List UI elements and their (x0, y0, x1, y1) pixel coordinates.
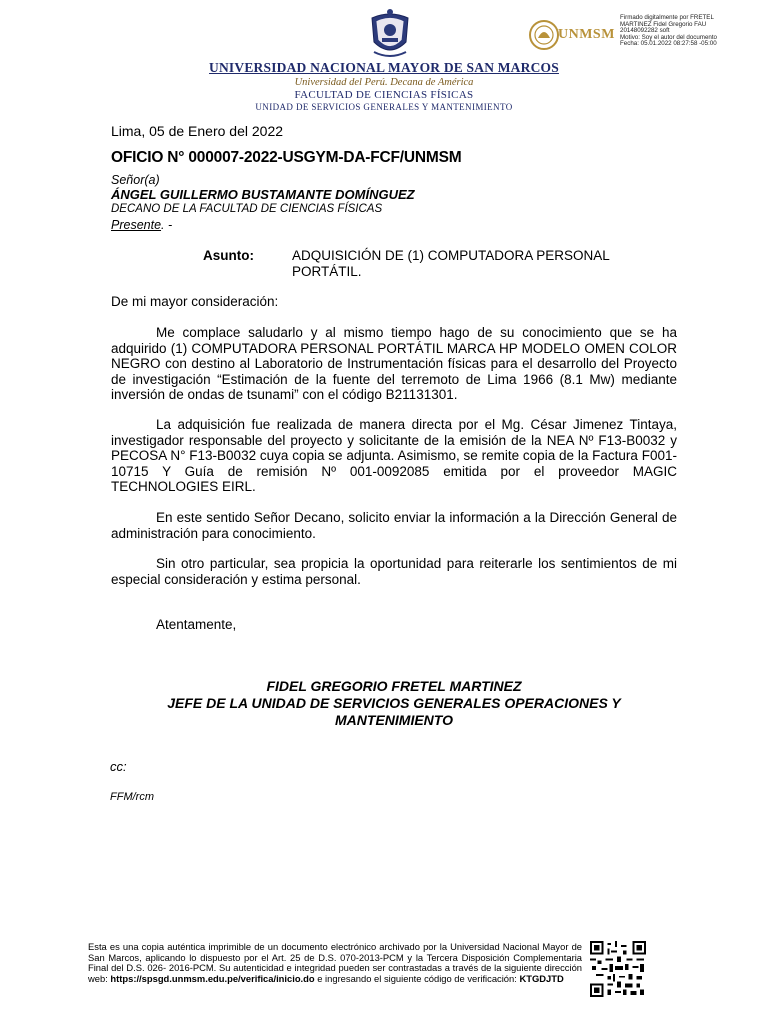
paragraph-text: Sin otro particular, sea propicia la oportunidad para reiterarle los sentimientos de mi especial consideración y estima personal. (111, 556, 677, 587)
cc-label: cc: (110, 759, 127, 774)
signature-brand: UNMSM (558, 27, 615, 42)
letter-date: Lima, 05 de Enero del 2022 (111, 123, 284, 139)
signature-line: Fecha: 05.01.2022 08:27:58 -05:00 (620, 40, 717, 48)
subject-label: Asunto: (203, 248, 254, 263)
faculty-name: FACULTAD DE CIENCIAS FÍSICAS (294, 89, 474, 101)
reference-initials: FFM/rcm (110, 791, 154, 803)
body-paragraph (111, 325, 677, 403)
digital-signature-info (620, 15, 765, 48)
paragraph-text: Me complace saludarlo y al mismo tiempo hago de su conocimiento que se ha adquirido (1) COMPUTADORA PERSONAL PORTÁTIL MARCA HP MODELO OMEN COLOR NEGRO con destino al Laboratorio de Instrumentación físicas para el desarrollo del Proyecto de investigación “Estimación de la fuente del terremoto de Lima 1966 (8.1 Mw) mediante inversión de ondas de tsunami” con el código B21131301. (111, 325, 677, 402)
qr-code-icon (590, 941, 646, 997)
signature-line: Motivo: Soy el autor del documento (620, 33, 717, 41)
presente-suffix: . - (161, 218, 173, 232)
university-name: UNIVERSIDAD NACIONAL MAYOR DE SAN MARCOS (209, 60, 559, 75)
university-crest-logo (366, 8, 414, 62)
closing: Atentamente, (156, 617, 237, 632)
signature-line: MARTINEZ Fidel Gregorio FAU (620, 20, 707, 28)
paragraph-text: La adquisición fue realizada de manera directa por el Mg. César Jimenez Tintaya, investigador responsable del proyecto y solicitante de la emisión de la NEA Nº F13-B0032 y PECOSA N° F13-B0032 cuya copia se adjunta. Asimismo, se remite copia de la Factura F001-10715 Y Guía de remisión Nº 001-0092085 emitida por el proveedor MAGIC TECHNOLOGIES EIRL. (111, 417, 677, 494)
body-paragraph (111, 556, 677, 587)
footer-text-2: e ingresando el siguiente código de verificación: (317, 972, 517, 984)
paragraph-text: En este sentido Señor Decano, solicito enviar la información a la Dirección General de administración para conocimiento. (111, 510, 677, 541)
signer-title-line: MANTENIMIENTO (335, 712, 453, 728)
oficio-number: OFICIO N° 000007-2022-USGYM-DA-FCF/UNMSM (111, 149, 462, 166)
recipient-title: DECANO DE LA FACULTAD DE CIENCIAS FÍSICAS (111, 203, 383, 215)
signer-name: FIDEL GREGORIO FRETEL MARTINEZ (266, 678, 522, 694)
greeting: De mi mayor consideración: (111, 294, 279, 309)
university-motto: Universidad del Perú. Decana de América (294, 77, 474, 88)
presente-word: Presente (111, 218, 162, 232)
signature-line: 20148092282 soft (620, 27, 670, 35)
verification-footer (88, 942, 582, 984)
unmsm-seal-icon (528, 18, 560, 52)
salutation: Señor(a) (111, 173, 160, 187)
subject-text: ADQUISICIÓN DE (1) COMPUTADORA PERSONAL PORTÁTIL. (292, 248, 610, 279)
recipient-name: ÁNGEL GUILLERMO BUSTAMANTE DOMÍNGUEZ (111, 187, 415, 202)
signer-title-line: JEFE DE LA UNIDAD DE SERVICIOS GENERALES OPERACIONES Y (167, 695, 621, 711)
presente-line (111, 218, 172, 232)
footer-text: Esta es una copia auténtica imprimible de un documento electrónico archivado por la Universidad Nacional Mayor de San Marcos, aplicando lo dispuesto por el Art. 25 de D.S. 070-2013-PCM y la Tercera Disposición Complementaria Final del D.S. 026- 2016-PCM. Su autenticidad e integridad pueden ser contrastadas a través de la siguiente dirección web: (88, 941, 582, 984)
signature-line: Firmado digitalmente por FRETEL (620, 14, 714, 21)
signer-block (0, 678, 768, 729)
unit-name: UNIDAD DE SERVICIOS GENERALES Y MANTENIMIENTO (255, 102, 513, 112)
body-paragraph (111, 417, 677, 495)
verification-url[interactable]: https://spsgd.unmsm.edu.pe/verifica/inicio.do (110, 972, 315, 984)
verification-code: KTGDJTD (519, 972, 564, 984)
body-paragraph (111, 510, 677, 541)
